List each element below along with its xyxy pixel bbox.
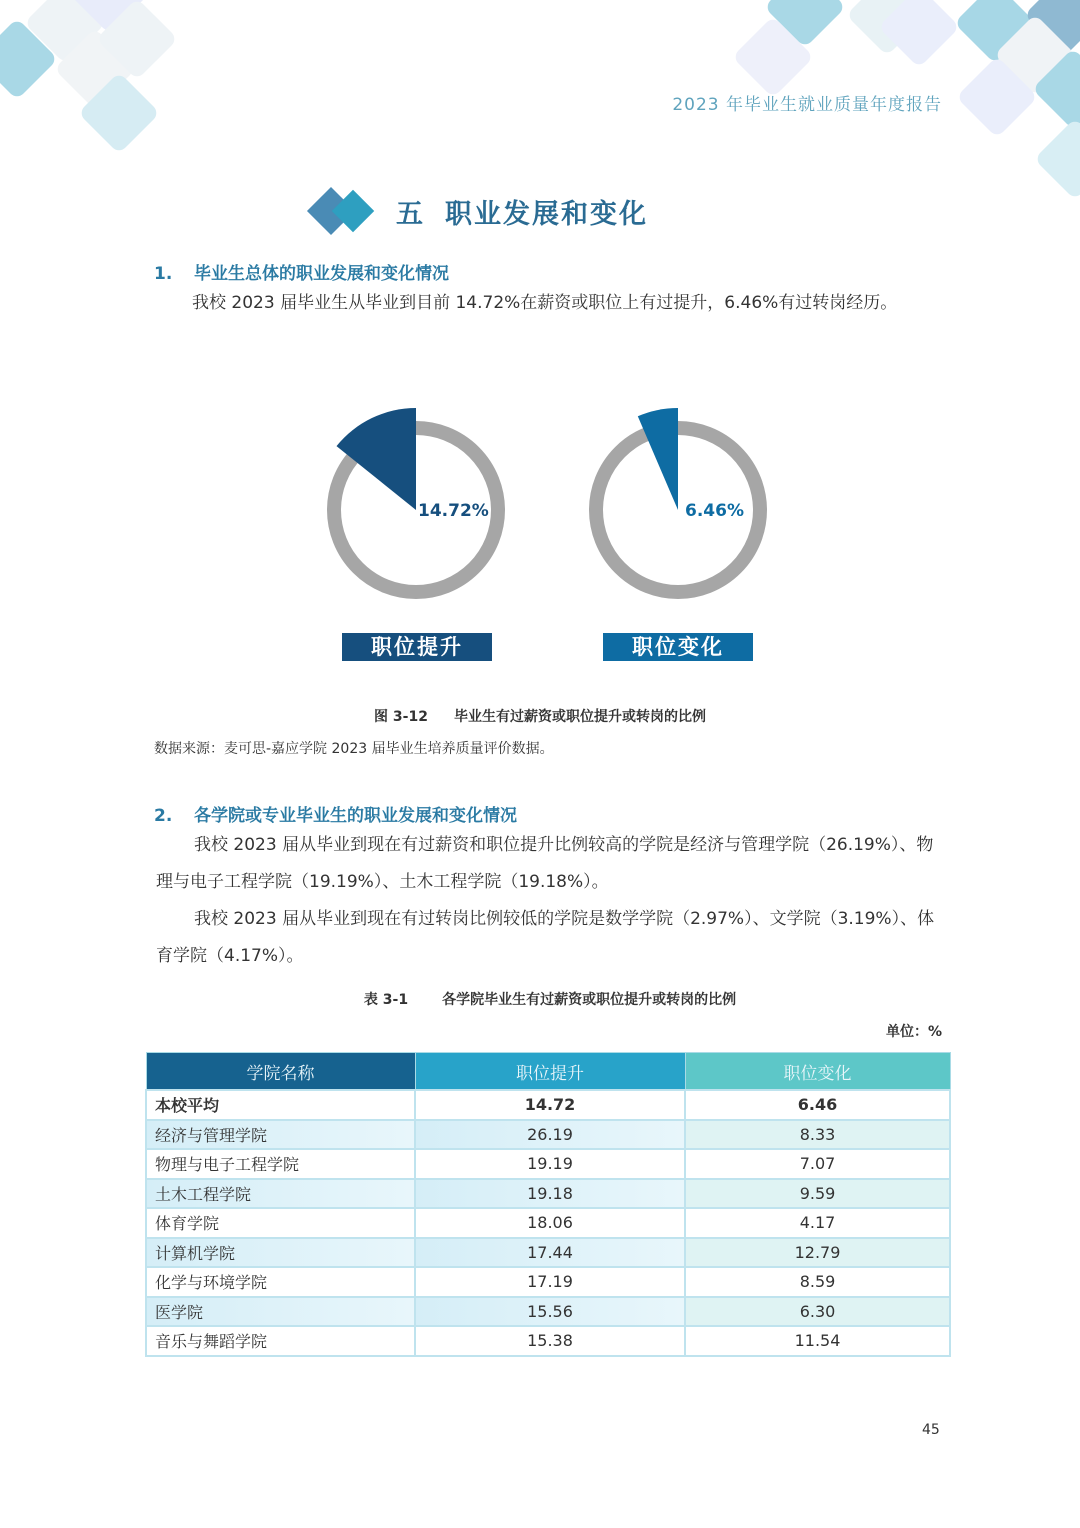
chapter-heading xyxy=(396,192,648,231)
table-row xyxy=(146,1267,950,1297)
table-caption xyxy=(0,989,1080,1009)
column-header-college: 学院名称 xyxy=(146,1053,415,1091)
tile-decoration xyxy=(1034,118,1080,200)
cell-change: 4.17 xyxy=(685,1208,950,1238)
ring-chart-promotion-caption: 职位提升 xyxy=(342,633,492,661)
table-row xyxy=(146,1326,950,1356)
cell-college: 医学院 xyxy=(146,1297,415,1327)
table-row xyxy=(146,1208,950,1238)
running-header: 2023 年毕业生就业质量年度报告 xyxy=(672,95,942,115)
column-header-change: 职位变化 xyxy=(685,1053,950,1091)
section-1-paragraph: 我校 2023 届毕业生从毕业到目前 14.72%在薪资或职位上有过提升，6.46%有过转岗经历。 xyxy=(192,293,898,313)
ring-chart-promotion-value: 14.72% xyxy=(418,501,489,521)
table-row xyxy=(146,1120,950,1150)
section-2-heading xyxy=(154,801,517,826)
cell-change: 6.30 xyxy=(685,1297,950,1327)
cell-promotion: 14.72 xyxy=(415,1090,685,1120)
section-2-paragraph-1: 我校 2023 届从毕业到现在有过薪资和职位提升比例较高的学院是经济与管理学院（26.19%）、物理与电子工程学院（19.19%）、土木工程学院（19.18%）。 xyxy=(156,835,934,892)
section-index: 1. xyxy=(154,264,173,284)
chapter-title xyxy=(308,186,648,236)
double-diamond-icon xyxy=(308,186,378,236)
figure-caption xyxy=(0,706,1080,726)
ring-chart-change-graphic xyxy=(580,400,780,610)
table-row-average xyxy=(146,1090,950,1120)
figure-title: 毕业生有过薪资或职位提升或转岗的比例 xyxy=(453,709,706,725)
page-number: 45 xyxy=(922,1422,940,1438)
cell-college: 体育学院 xyxy=(146,1208,415,1238)
cell-promotion: 26.19 xyxy=(415,1120,685,1150)
ring-chart-change-value: 6.46% xyxy=(685,501,744,521)
table-row xyxy=(146,1179,950,1209)
cell-college: 物理与电子工程学院 xyxy=(146,1149,415,1179)
cell-college: 音乐与舞蹈学院 xyxy=(146,1326,415,1356)
cell-change: 8.33 xyxy=(685,1120,950,1150)
figure-label: 图 3-12 xyxy=(374,709,428,725)
section-title: 毕业生总体的职业发展和变化情况 xyxy=(194,264,449,284)
section-title: 各学院或专业毕业生的职业发展和变化情况 xyxy=(194,806,517,826)
ring-chart-change-caption: 职位变化 xyxy=(603,633,753,661)
cell-promotion: 17.44 xyxy=(415,1238,685,1268)
cell-promotion: 15.56 xyxy=(415,1297,685,1327)
college-career-table xyxy=(145,1052,951,1357)
cell-change: 11.54 xyxy=(685,1326,950,1356)
table-unit: 单位：% xyxy=(885,1024,942,1040)
cell-change: 6.46 xyxy=(685,1090,950,1120)
cell-college: 计算机学院 xyxy=(146,1238,415,1268)
cell-promotion: 19.18 xyxy=(415,1179,685,1209)
cell-promotion: 18.06 xyxy=(415,1208,685,1238)
section-2-paragraph-2: 我校 2023 届从毕业到现在有过转岗比例较低的学院是数学学院（2.97%）、文学院（3.19%）、体育学院（4.17%）。 xyxy=(156,909,935,966)
cell-change: 9.59 xyxy=(685,1179,950,1209)
chapter-number: 五 xyxy=(396,198,425,230)
table-title: 各学院毕业生有过薪资或职位提升或转岗的比例 xyxy=(442,992,737,1008)
table-row xyxy=(146,1238,950,1268)
table-row xyxy=(146,1297,950,1327)
cell-promotion: 15.38 xyxy=(415,1326,685,1356)
cell-college: 本校平均 xyxy=(146,1090,415,1120)
data-source-note: 数据来源：麦可思-嘉应学院 2023 届毕业生培养质量评价数据。 xyxy=(154,741,554,757)
section-1-heading xyxy=(154,259,449,284)
cell-college: 土木工程学院 xyxy=(146,1179,415,1209)
cell-change: 7.07 xyxy=(685,1149,950,1179)
cell-change: 12.79 xyxy=(685,1238,950,1268)
cell-promotion: 19.19 xyxy=(415,1149,685,1179)
cell-change: 8.59 xyxy=(685,1267,950,1297)
chapter-name: 职业发展和变化 xyxy=(445,198,648,230)
column-header-promotion: 职位提升 xyxy=(415,1053,685,1091)
table-row xyxy=(146,1149,950,1179)
table-header-row xyxy=(146,1053,950,1091)
cell-college: 化学与环境学院 xyxy=(146,1267,415,1297)
cell-college: 经济与管理学院 xyxy=(146,1120,415,1150)
table-label: 表 3-1 xyxy=(363,992,409,1008)
cell-promotion: 17.19 xyxy=(415,1267,685,1297)
section-index: 2. xyxy=(154,806,173,826)
